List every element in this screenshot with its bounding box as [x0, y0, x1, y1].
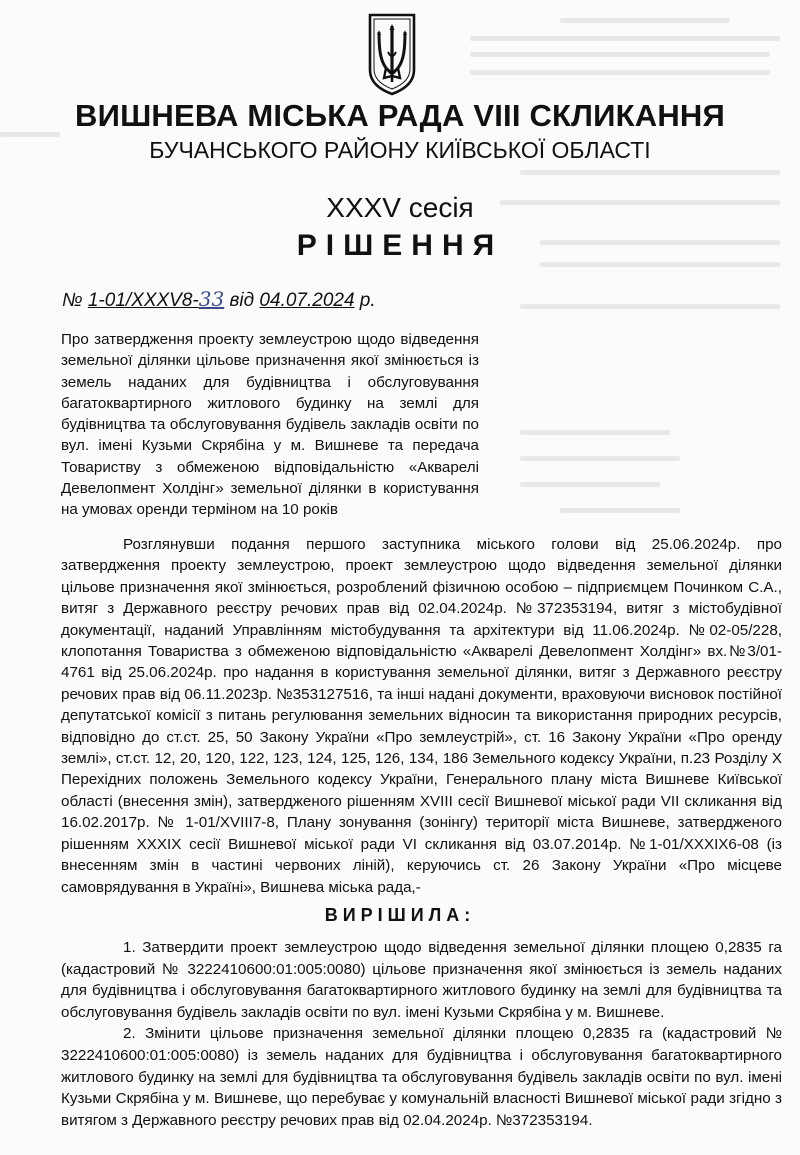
council-name: ВИШНЕВА МІСЬКА РАДА VІІІ СКЛИКАННЯ	[75, 98, 725, 133]
decision-number: 1-01/XXXV8-	[87, 290, 199, 311]
resolution-item-1: 1. Затвердити проект землеустрою щодо відведення земельної ділянки площею 0,2835 га (кадастровий № 3222410600:01:005:0080) цільове призначення якої змінюється із земель наданих для будівництва і обслуговування багатоквартирного житлового будинку на землі для будівництва та обслуговування будівель закладів освіти по вул. імені Кузьми Скрябіна у м. Вишневе.	[61, 939, 782, 1021]
resolution-items	[61, 937, 782, 1131]
resolution-item-2: 2. Змінити цільове призначення земельної ділянки площею 0,2835 га (кадастровий № 3222410600:01:005:0080) із земель наданих для будівництва і обслуговування багатоквартирного житлового будинку на землі для будівництва та обслуговування будівель закладів освіти по вул. імені Кузьми Скрябіна у м. Вишневе, що перебуває у комунальній власності Вишневої міської ради згідно з витягом з Державного реєстру речових прав від 02.04.2024р. №372353194.	[61, 1025, 782, 1129]
from-word: від	[229, 290, 255, 311]
decision-number-line	[62, 287, 376, 312]
session-number: ХХXV сесія	[326, 192, 474, 223]
handwritten-number: 33	[198, 287, 225, 311]
year-suffix: р.	[359, 290, 376, 311]
preamble-text: Розглянувши подання першого заступника міського голови від 25.06.2024р. про затвердження проекту землеустрою, проект землеустрою щодо відведення земельної ділянки цільове призначення якої змінюється, розроблений фізичною особою – підприємцем Починком С.А., витяг з Державного реєстру речових прав від 02.04.2024р. №372353194, витяг з містобудівної документації, наданий Управлінням містобудування та архітектури від 11.06.2024р. №02-05/228, клопотання Товариства з обмеженою відповідальністю «Акварелі Девелопмент Холдінг» вх.№3/01-4761 від 25.06.2024р. про надання в користування земельної ділянки, витяг з Державного реєстру речових прав від 06.11.2023р. №353127516, та інші надані документи, враховуючи висновок постійної депутатської комісії з питань регулювання земельних відносин та використання природних ресурсів, відповідно до ст.ст. 25, 50 Закону України «Про землеустрій», ст. 16 Закону України «Про оренду землі», ст.ст. 12, 20, 120, 122, 123, 124, 125, 126, 134, 186 Земельного кодексу України, п.23 Розділу X Перехідних положень Земельного кодексу України, Генерального плану міста Вишневе Київської області (внесення змін), затвердженого рішенням XVIII сесії Вишневої міської ради VII скликання від 16.02.2017р. № 1-01/XVIII7-8, Плану зонування (зонінгу) території міста Вишневе, затвердженого рішенням XXXIX сесії Вишневої міської ради VI скликання від 03.07.2014р. №1-01/XXXIX6-08 (із внесенням змін в частині червоних ліній), керуючись ст. 26 Закону України «Про місцеве самоврядування в Україні», Вишнева міська рада,-	[61, 536, 782, 896]
decision-title: РІШЕННЯ	[296, 229, 504, 262]
decision-subject	[61, 329, 479, 521]
subject-text: Про затвердження проекту землеустрою щодо відведення земельної ділянки цільове призначення якої змінюється із земель наданих для будівництва і обслуговування багатоквартирного житлового будинку на землі для будівництва та обслуговування будівель закладів освіти по вул. імені Кузьми Скрябіна у м. Вишневе та передача Товариству з обмеженою відповідальністю «Акварелі Девелопмент Холдінг» земельної ділянки в користування на умовах оренди терміном на 10 років	[61, 331, 479, 519]
district-name: БУЧАНСЬКОГО РАЙОНУ КИЇВСЬКОЇ ОБЛАСТІ	[149, 137, 651, 163]
trident-coat-of-arms-icon	[366, 12, 418, 96]
decision-date: 04.07.2024	[259, 290, 355, 311]
number-prefix: №	[62, 290, 83, 311]
preamble	[61, 534, 782, 898]
resolved-heading: ВИРІШИЛА:	[324, 905, 476, 925]
